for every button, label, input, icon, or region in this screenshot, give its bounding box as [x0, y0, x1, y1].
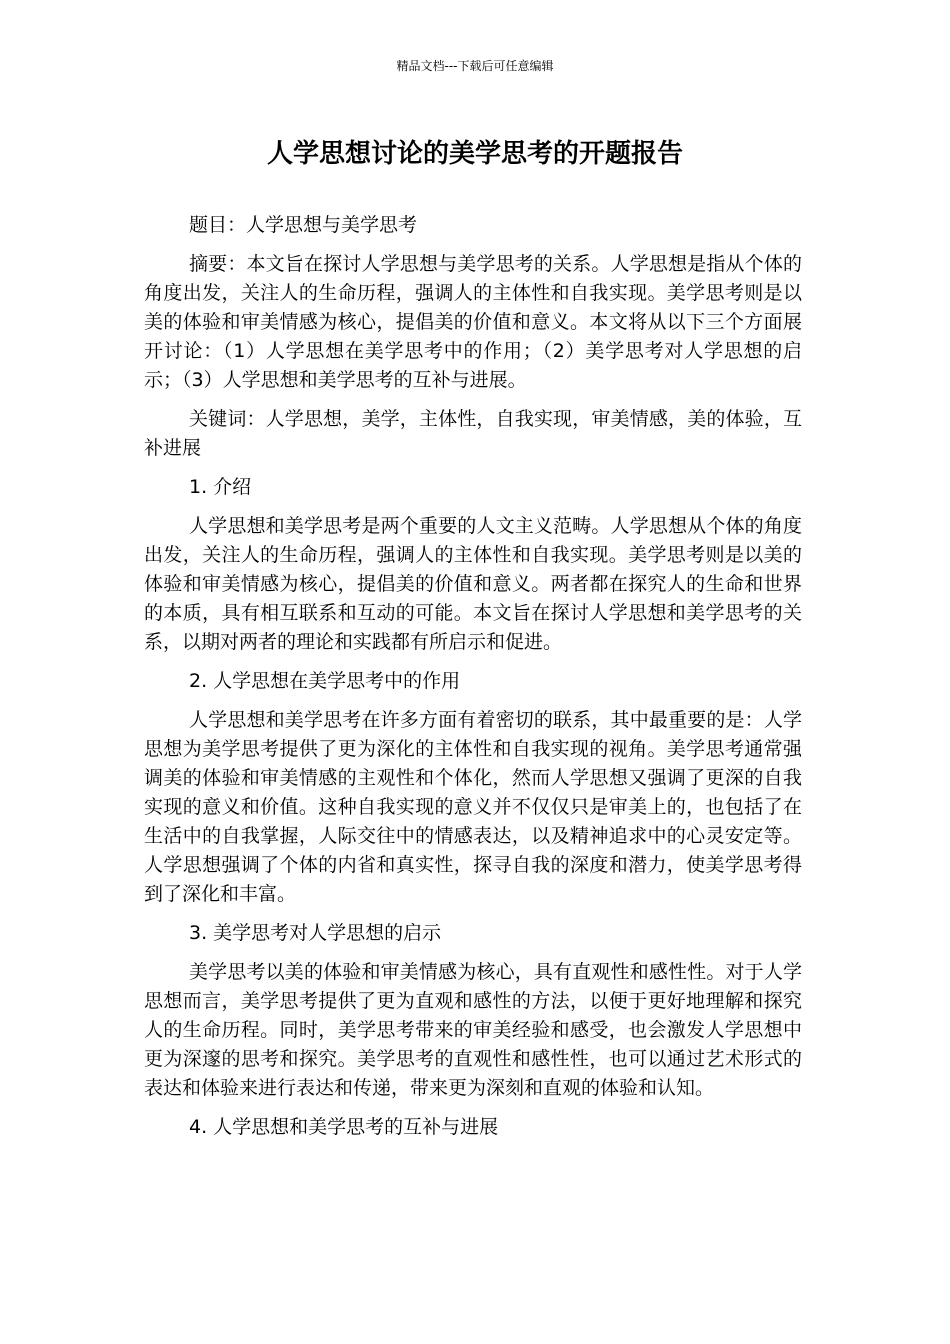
abstract-paragraph: 摘要：本文旨在探讨人学思想与美学思考的关系。人学思想是指从个体的角度出发，关注人的生命历程，强调人的主体性和自我实现。美学思考则是以美的体验和审美情感为核心，提倡美的价值和意义。本文将从以下三个方面展开讨论：（1）人学思想在美学思考中的作用；（2）美学思考对人学思想的启示；（3）人学思想和美学思考的互补与进展。: [144, 253, 802, 391]
keywords-paragraph: 关键词：人学思想，美学，主体性，自我实现，审美情感，美的体验，互补进展: [144, 408, 802, 459]
section-2-heading: 2. 人学思想在美学思考中的作用: [189, 670, 461, 692]
document-title: 人学思想讨论的美学思考的开题报告: [266, 139, 683, 169]
section-3-heading: 3. 美学思考对人学思想的启示: [189, 922, 442, 944]
section-1-heading: 1. 介绍: [189, 476, 252, 498]
section-2-paragraph: 人学思想和美学思考在许多方面有着密切的联系，其中最重要的是：人学思想为美学思考提供了更为深化的主体性和自我实现的视角。美学思考通常强调美的体验和审美情感的主观性和个体化，然而人学思想又强调了更深的自我实现的意义和价值。这种自我实现的意义并不仅仅只是审美上的，也包括了在生活中的自我掌握，人际交往中的情感表达，以及精神追求中的心灵安定等。人学思想强调了个体的内省和真实性，探寻自我的深度和潜力，使美学思考得到了深化和丰富。: [144, 709, 802, 905]
section-3-paragraph: 美学思考以美的体验和审美情感为核心，具有直观性和感性性。对于人学思想而言，美学思考提供了更为直观和感性的方法，以便于更好地理解和探究人的生命历程。同时，美学思考带来的审美经验和感受，也会激发人学思想中更为深邃的思考和探究。美学思考的直观性和感性性，也可以通过艺术形式的表达和体验来进行表达和传递，带来更为深刻和直观的体验和认知。: [144, 961, 802, 1099]
page-header: 精品文档---下载后可任意编辑: [396, 59, 554, 73]
document-body: [144, 211, 802, 1152]
topic-paragraph: 题目：人学思想与美学思考: [189, 214, 418, 236]
section-1-paragraph: 人学思想和美学思考是两个重要的人文主义范畴。人学思想从个体的角度出发，关注人的生命历程，强调人的主体性和自我实现。美学思考则是以美的体验和审美情感为核心，提倡美的价值和意义。两者都在探究人的生命和世界的本质，具有相互联系和互动的可能。本文旨在探讨人学思想和美学思考的关系，以期对两者的理论和实践都有所启示和促进。: [144, 515, 802, 653]
section-4-heading: 4. 人学思想和美学思考的互补与进展: [189, 1116, 499, 1138]
